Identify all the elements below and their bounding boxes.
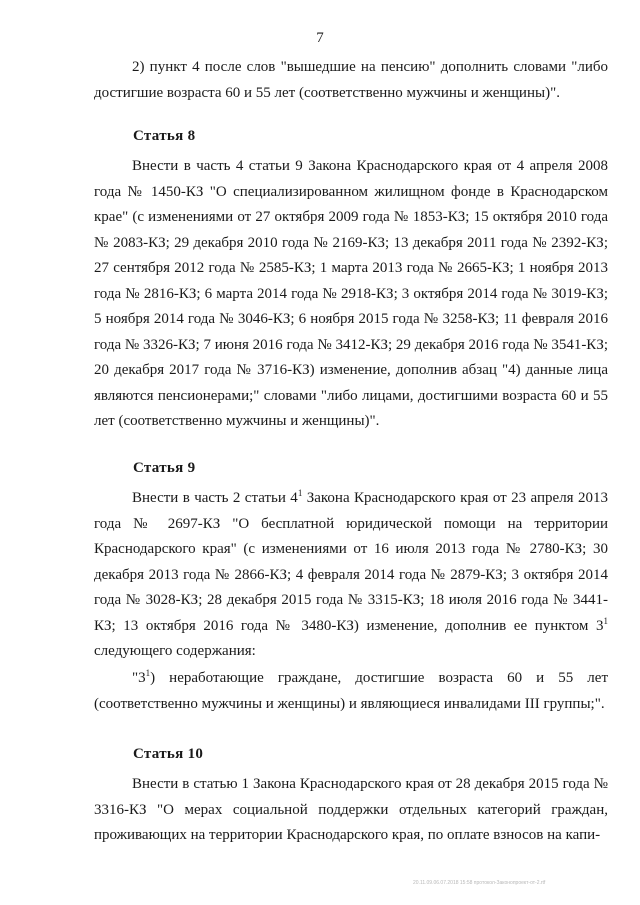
superscript: 1 [145, 668, 151, 678]
quote-text-a: "3 [132, 670, 146, 686]
article-9-text-a: Внести в часть 2 статьи 4 [132, 490, 298, 506]
article-9-paragraph [94, 486, 608, 665]
article-8-paragraph: Внести в часть 4 статьи 9 Закона Краснодарского края от 4 апреля 2008 года № 1450-КЗ "О специализированном жилищном фонде в Краснодарском крае" (с изменениями от 27 октября 2009 года № 1853-КЗ; 15 октября 2010 года № 2083-КЗ; 29 декабря 2010 года № 2169-КЗ; 13 декабря 2011 года № 2392-КЗ; 27 сентября 2012 года № 2585-КЗ; 1 марта 2013 года № 2665-КЗ; 1 ноября 2013 года № 2816-КЗ; 6 марта 2014 года № 2918-КЗ; 3 октября 2014 года № 3019-КЗ; 5 ноября 2014 года № 3046-КЗ; 6 ноября 2015 года № 3258-КЗ; 11 февраля 2016 года № 3326-КЗ; 7 июня 2016 года № 3412-КЗ; 29 декабря 2016 года № 3541-КЗ; 20 декабря 2017 года № 3716-КЗ) изменение, дополнив абзац "4) данные лица являются пенсионерами;" словами "либо лицами, достигшими возраста 60 и 55 лет (соответственно мужчины и женщины)". [94, 158, 608, 429]
article-10-heading: Статья 10 [133, 746, 204, 762]
article-9-text-b: Закона Краснодарского края от 23 апреля 2013 года № 2697-КЗ "О бесплатной юридической помощи на территории Краснодарского края" (с изменениями от 16 июля 2013 года № 2780-КЗ; 30 декабря 2013 года № 2866-КЗ; 4 февраля 2014 года № 2879-КЗ; 3 октября 2014 года № 3028-КЗ; 28 декабря 2015 года № 3315-КЗ; 18 июля 2016 года № 3441-КЗ; 13 октября 2016 года № 3480-КЗ) изменение, дополнив ее пунктом 3 [94, 490, 608, 634]
article-9-text-c: следующего содержания: [94, 643, 256, 659]
superscript: 1 [297, 488, 303, 498]
file-footer: 20.11.09.06.07.2018 15:58 протокол-Законопроект-от-2.rtf [413, 880, 546, 886]
page-number: 7 [316, 30, 324, 46]
quote-text-b: ) неработающие граждане, достигшие возраста 60 и 55 лет (соответственно мужчины и женщины) и являющиеся инвалидами III группы;". [94, 670, 608, 712]
intro-paragraph: 2) пункт 4 после слов "вышедшие на пенсию" дополнить словами "либо достигшие возраста 60 и 55 лет (соответственно мужчины и женщины)". [94, 59, 608, 101]
article-9-quote [94, 666, 608, 717]
article-9-heading: Статья 9 [133, 460, 196, 476]
superscript: 1 [603, 615, 608, 626]
article-10-paragraph: Внести в статью 1 Закона Краснодарского края от 28 декабря 2015 года № 3316-КЗ "О мерах социальной поддержки отдельных категорий граждан, проживающих на территории Краснодарского края, по оплате взносов на капи- [94, 776, 608, 843]
article-8-heading: Статья 8 [133, 128, 196, 144]
